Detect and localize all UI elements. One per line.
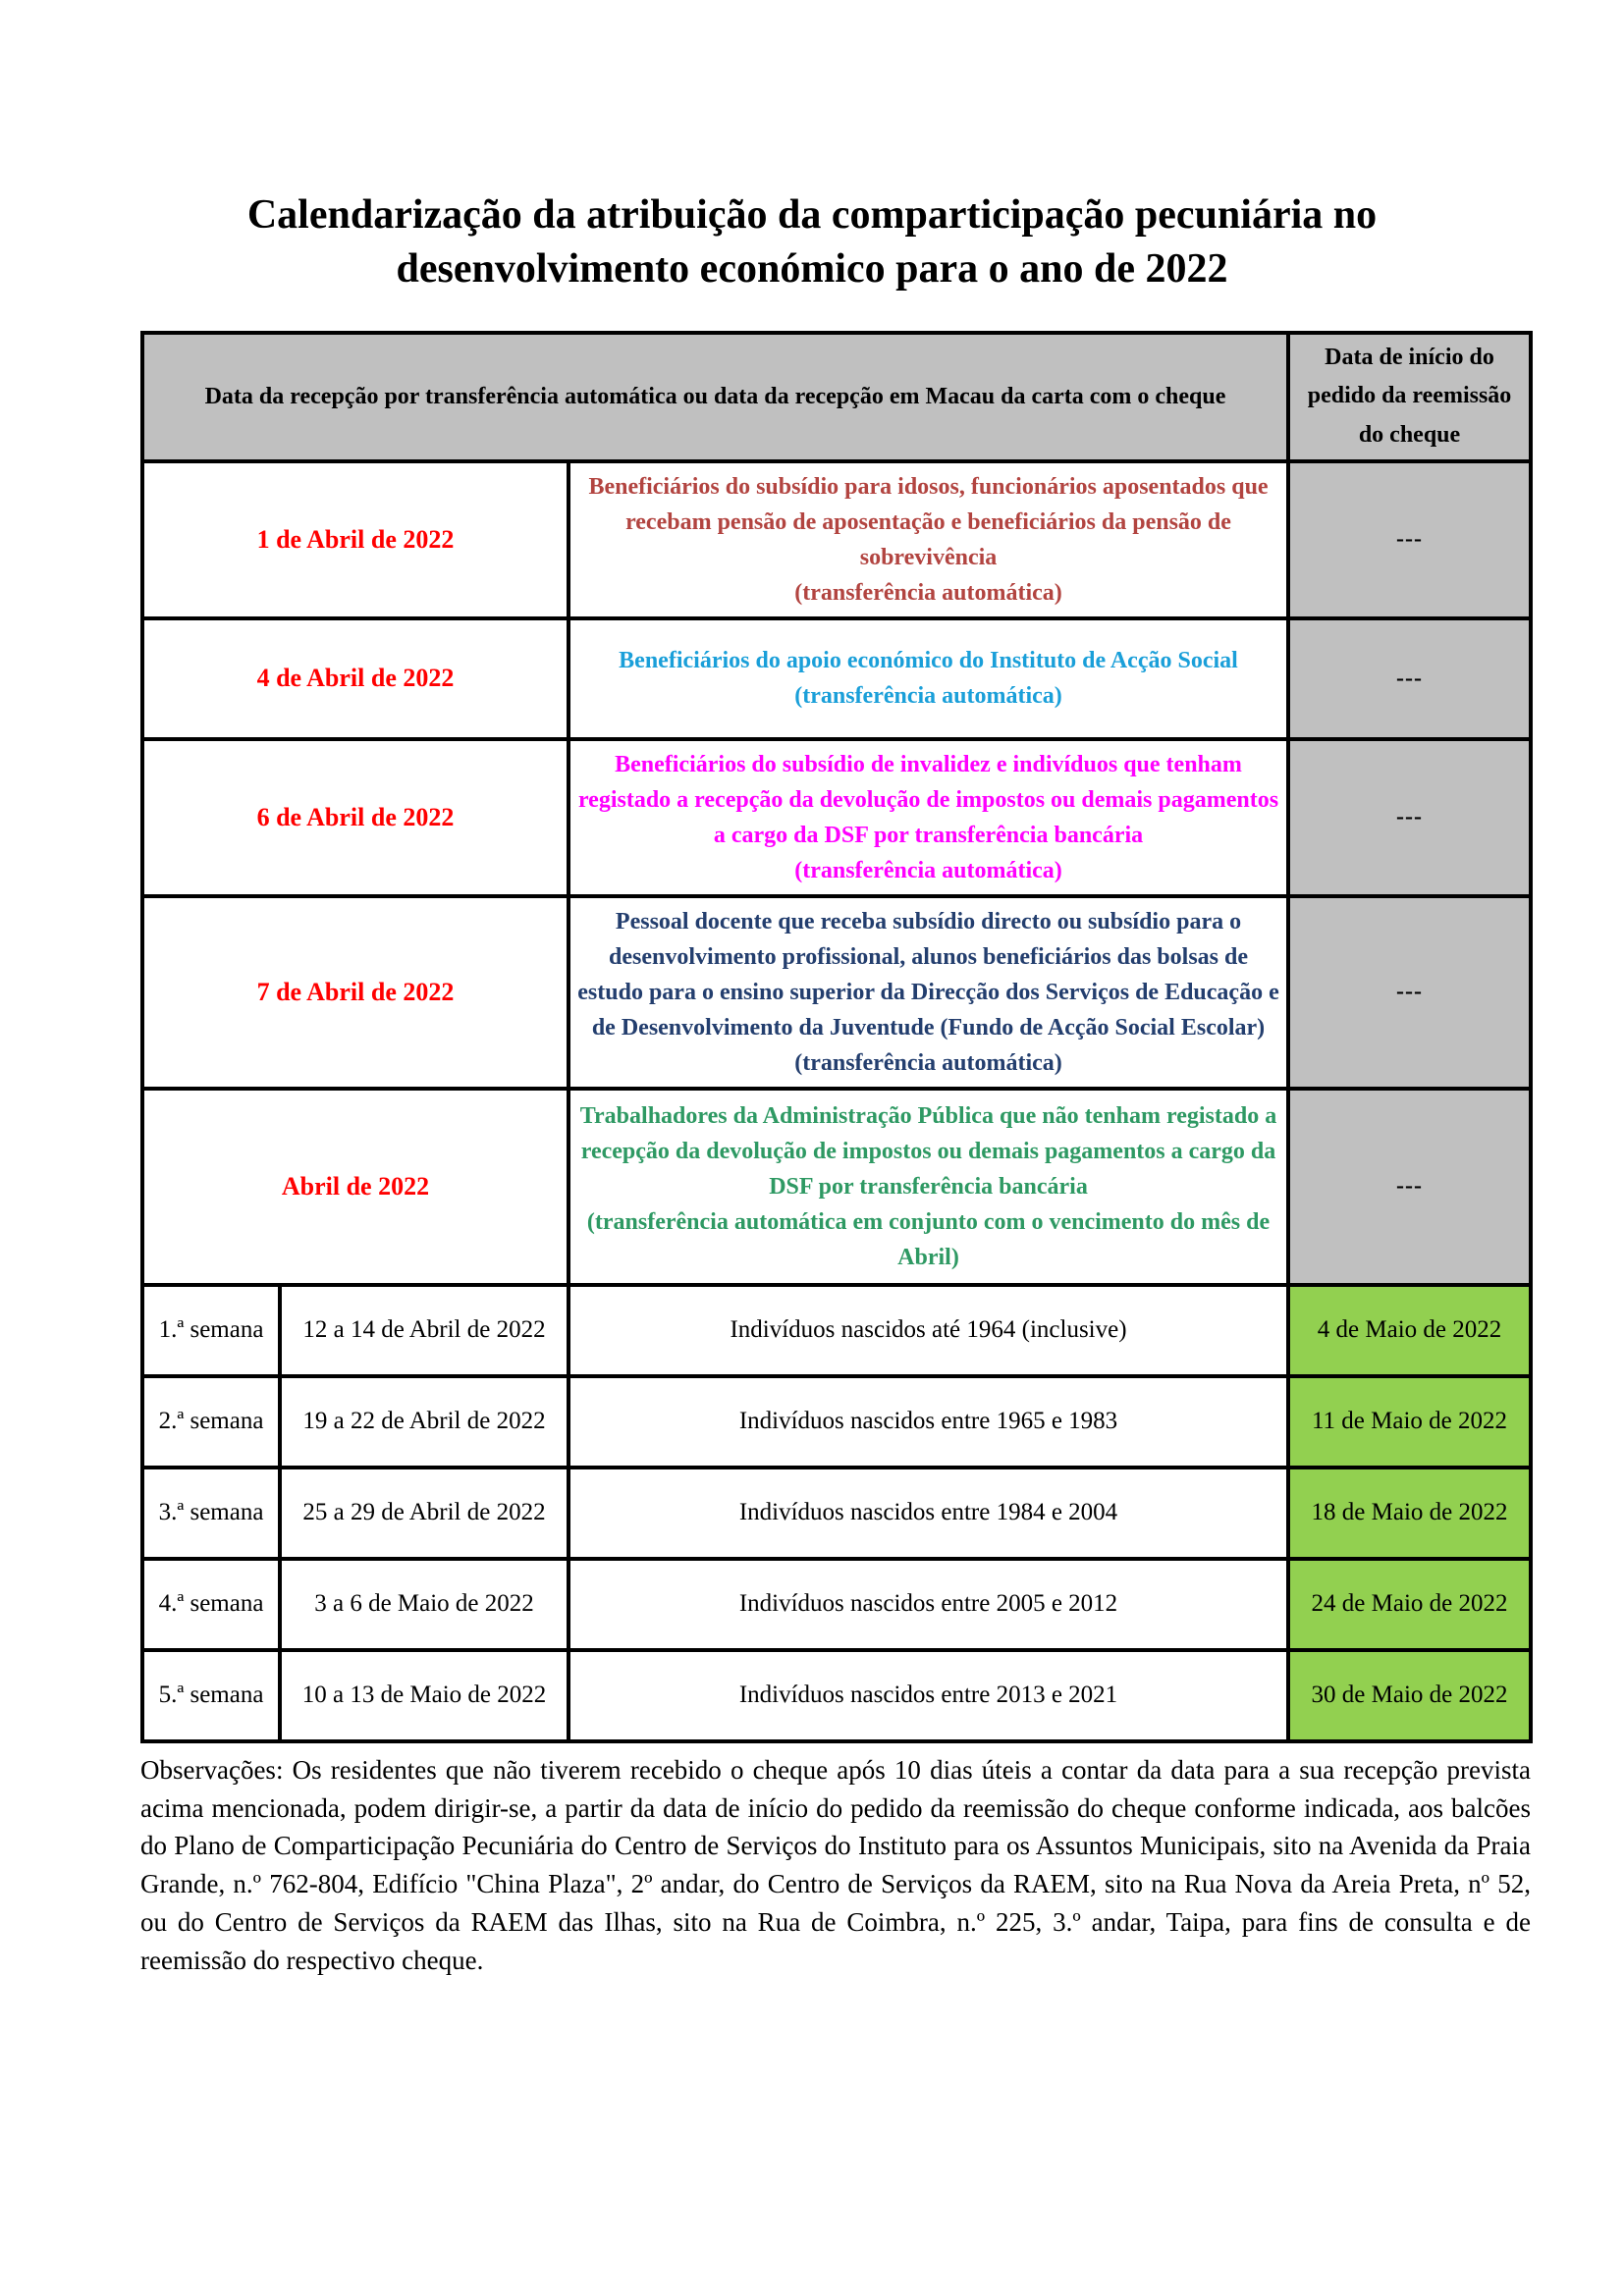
beneficiary-description: Beneficiários do subsídio para idosos, funcionários aposentados que recebam pensão de aposentação e beneficiários da pensão de sobrevivência xyxy=(588,473,1269,570)
reissue-date-cell: --- xyxy=(1288,461,1531,618)
birth-group-cell: Indivíduos nascidos entre 2013 e 2021 xyxy=(568,1650,1288,1741)
table-row-automatic-transfer xyxy=(142,1089,1531,1285)
receipt-date-cell: 4 de Abril de 2022 xyxy=(142,618,568,739)
reissue-date-cell: 4 de Maio de 2022 xyxy=(1288,1285,1531,1376)
transfer-method-note: (transferência automática) xyxy=(794,683,1062,710)
reissue-date-cell: --- xyxy=(1288,1089,1531,1285)
reissue-date-cell: --- xyxy=(1288,896,1531,1089)
beneficiary-description: Pessoal docente que receba subsídio directo ou subsídio para o desenvolvimento profissional, alunos beneficiários das bolsas de estudo para o ensino superior da Direcção dos Serviços de Educação e de Desenvolvimento da Juventude (Fundo de Acção Social Escolar) xyxy=(577,908,1279,1041)
transfer-method-note: (transferência automática) xyxy=(794,1049,1062,1076)
observations-paragraph: Observações: Os residentes que não tiverem recebido o cheque após 10 dias úteis a contar da data para a sua recepção prevista acima mencionada, podem dirigir-se, a partir da data de início do pedido da reemissão do cheque conforme indicada, aos balcões do Plano de Comparticipação Pecuniária do Centro de Serviços do Instituto para os Assuntos Municipais, sito na Avenida da Praia Grande, n.º 762-804, Edifício "China Plaza", 2º andar, do Centro de Serviços da RAEM, sito na Rua Nova da Areia Preta, nº 52, ou do Centro de Serviços da RAEM das Ilhas, sito na Rua de Coimbra, n.º 225, 3.º andar, Taipa, para fins de consulta e de reemissão do respectivo cheque. xyxy=(140,1754,1531,1976)
week-dates-cell: 12 a 14 de Abril de 2022 xyxy=(280,1285,568,1376)
beneficiary-description-cell xyxy=(568,739,1288,896)
receipt-date-cell: Abril de 2022 xyxy=(142,1089,568,1285)
table-row-week xyxy=(142,1376,1531,1468)
beneficiary-description: Beneficiários do subsídio de invalidez e indivíduos que tenham registado a recepção da devolução de impostos ou demais pagamentos a cargo da DSF por transferência bancária xyxy=(577,751,1279,848)
transfer-method-note: (transferência automática) xyxy=(794,857,1062,883)
transfer-method-note: (transferência automática) xyxy=(794,579,1062,606)
beneficiary-description: Trabalhadores da Administração Pública que não tenham registado a recepção da devolução de impostos ou demais pagamentos a cargo da DSF por transferência bancária xyxy=(579,1102,1277,1200)
table-header-row xyxy=(142,333,1531,461)
week-label-cell: 1.ª semana xyxy=(142,1285,280,1376)
week-dates-cell: 25 a 29 de Abril de 2022 xyxy=(280,1468,568,1559)
week-label-cell: 3.ª semana xyxy=(142,1468,280,1559)
reissue-date-cell: --- xyxy=(1288,739,1531,896)
beneficiary-description-cell xyxy=(568,461,1288,618)
table-row-week xyxy=(142,1468,1531,1559)
transfer-method-note: (transferência automática em conjunto com o vencimento do mês de Abril) xyxy=(586,1208,1271,1270)
page-title: Calendarização da atribuição da comparticipação pecuniária no desenvolvimento económico para o ano de 2022 xyxy=(246,192,1378,293)
table-row-automatic-transfer xyxy=(142,896,1531,1089)
week-dates-cell: 10 a 13 de Maio de 2022 xyxy=(280,1650,568,1741)
receipt-date-cell: 6 de Abril de 2022 xyxy=(142,739,568,896)
table-row-automatic-transfer xyxy=(142,739,1531,896)
beneficiary-description: Beneficiários do apoio económico do Instituto de Acção Social xyxy=(619,648,1238,674)
birth-group-cell: Indivíduos nascidos entre 2005 e 2012 xyxy=(568,1559,1288,1650)
receipt-date-cell: 1 de Abril de 2022 xyxy=(142,461,568,618)
header-cell-receipt-date: Data da recepção por transferência automática ou data da recepção em Macau da carta com o cheque xyxy=(142,333,1288,461)
reissue-date-cell: --- xyxy=(1288,618,1531,739)
receipt-date-cell: 7 de Abril de 2022 xyxy=(142,896,568,1089)
birth-group-cell: Indivíduos nascidos entre 1965 e 1983 xyxy=(568,1376,1288,1468)
table-row-week xyxy=(142,1285,1531,1376)
week-label-cell: 5.ª semana xyxy=(142,1650,280,1741)
header-cell-reissue-date: Data de início do pedido da reemissão do cheque xyxy=(1288,333,1531,461)
week-label-cell: 4.ª semana xyxy=(142,1559,280,1650)
week-dates-cell: 3 a 6 de Maio de 2022 xyxy=(280,1559,568,1650)
beneficiary-description-cell xyxy=(568,1089,1288,1285)
schedule-table xyxy=(140,331,1533,1743)
reissue-date-cell: 30 de Maio de 2022 xyxy=(1288,1650,1531,1741)
reissue-date-cell: 24 de Maio de 2022 xyxy=(1288,1559,1531,1650)
birth-group-cell: Indivíduos nascidos entre 1984 e 2004 xyxy=(568,1468,1288,1559)
table-row-week xyxy=(142,1559,1531,1650)
reissue-date-cell: 11 de Maio de 2022 xyxy=(1288,1376,1531,1468)
reissue-date-cell: 18 de Maio de 2022 xyxy=(1288,1468,1531,1559)
table-row-automatic-transfer xyxy=(142,461,1531,618)
birth-group-cell: Indivíduos nascidos até 1964 (inclusive) xyxy=(568,1285,1288,1376)
table-row-automatic-transfer xyxy=(142,618,1531,739)
week-dates-cell: 19 a 22 de Abril de 2022 xyxy=(280,1376,568,1468)
week-label-cell: 2.ª semana xyxy=(142,1376,280,1468)
beneficiary-description-cell xyxy=(568,618,1288,739)
table-row-week xyxy=(142,1650,1531,1741)
beneficiary-description-cell xyxy=(568,896,1288,1089)
